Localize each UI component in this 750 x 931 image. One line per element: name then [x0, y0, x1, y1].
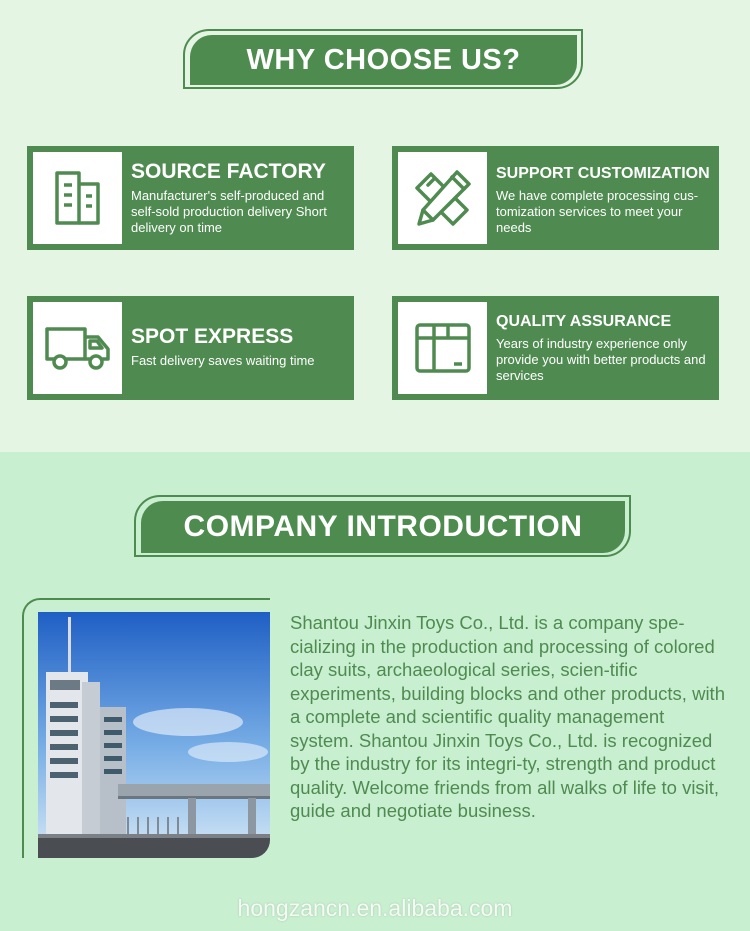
feature-card-spot-express — [27, 296, 354, 400]
feature-title: SPOT EXPRESS — [131, 325, 294, 348]
feature-card-quality-assurance — [392, 296, 719, 400]
feature-card-source-factory — [27, 146, 354, 250]
site-watermark: hongzancn.en.alibaba.com — [237, 895, 513, 921]
feature-card-support-customization — [392, 146, 719, 250]
company-building-photo — [38, 612, 270, 858]
feature-title: SUPPORT CUSTOMIZATION — [496, 165, 710, 182]
pencil-ruler-icon — [398, 152, 487, 244]
feature-description: Fast delivery saves waiting time — [131, 353, 315, 369]
feature-description: We have complete processing cus-tomization services to meet your needs — [496, 187, 699, 235]
company-title: COMPANY INTRODUCTION — [141, 501, 625, 553]
feature-description: Years of industry experience only provide you with better products and services — [496, 335, 706, 383]
company-intro-text: Shantou Jinxin Toys Co., Ltd. is a company spe-cializing in the production and processing of colored clay suits, archaeological series, scien-tific experiments, building blocks and other products, with a complete and scientific quality management system. Shantou Jinxin Toys Co., Ltd. is recognized by the industry for its integri-ty, strength and product quality. Welcome friends from all walks of life to visit, guide and negotiate business. — [290, 612, 725, 821]
feature-title: SOURCE FACTORY — [131, 160, 326, 183]
package-box-icon — [398, 302, 487, 394]
feature-description: Manufacturer's self-produced and self-sold production delivery Short delivery on time — [131, 188, 327, 236]
factory-building-icon — [33, 152, 122, 244]
feature-title: QUALITY ASSURANCE — [496, 313, 672, 330]
why-choose-title: WHY CHOOSE US? — [190, 35, 577, 85]
delivery-truck-icon — [33, 302, 122, 394]
